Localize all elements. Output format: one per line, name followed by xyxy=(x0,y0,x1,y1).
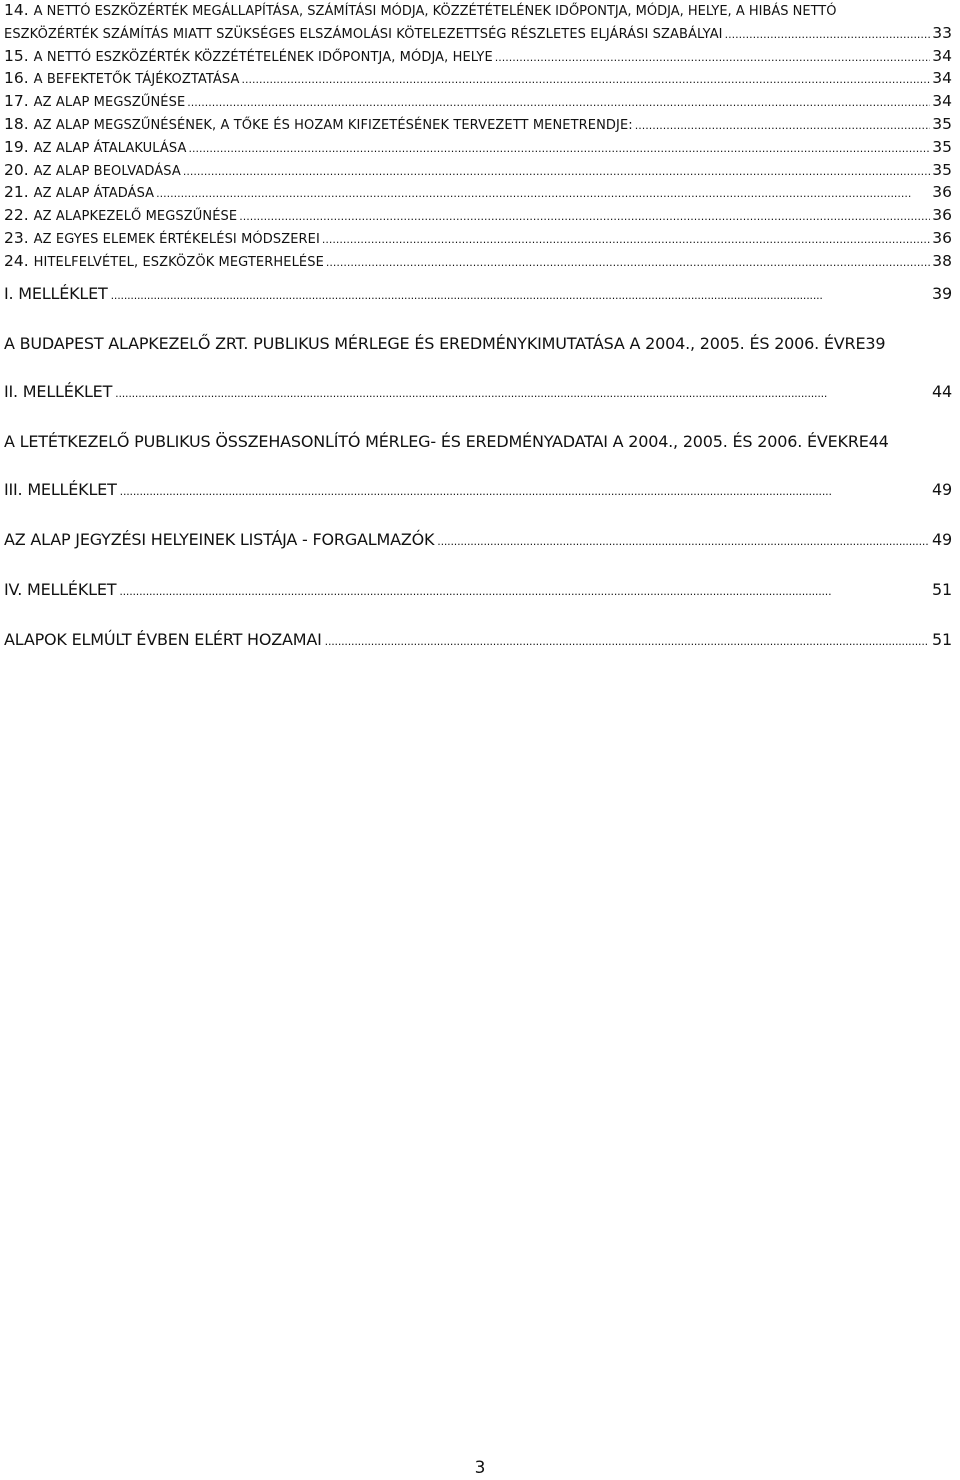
toc-entry-number: 17. xyxy=(4,92,29,111)
toc-entry-title: A NETTÓ ESZKÖZÉRTÉK KÖZZÉTÉTELÉNEK IDŐPONTJA, MÓDJA, HELYE xyxy=(33,49,493,65)
annex-entry-1-title[interactable] xyxy=(4,333,952,355)
annex-page: 44 xyxy=(932,381,952,401)
toc-entry-page: 36 xyxy=(932,228,952,247)
annex-page: 49 xyxy=(932,529,952,549)
annex-entry-3-title[interactable] xyxy=(4,529,952,553)
toc-entry-title: AZ ALAP BEOLVADÁSA xyxy=(33,163,181,179)
annex-title: A LETÉTKEZELŐ PUBLIKUS ÖSSZEHASONLÍTÓ MÉRLEG- ÉS EREDMÉNYADATAI A 2004., 2005. ÉS 2006. ÉVEKRE xyxy=(4,431,869,451)
toc-entry-number: 23. xyxy=(4,228,29,247)
toc-entry-number: 15. xyxy=(4,46,29,65)
toc-entry-17[interactable] xyxy=(4,91,952,114)
annex-entry-4-title[interactable] xyxy=(4,629,952,653)
toc-entry-number: 19. xyxy=(4,137,29,156)
page-number: 3 xyxy=(474,1458,486,1478)
annex-entry-2-title[interactable] xyxy=(4,431,952,453)
toc-entry-title: AZ ALAP MEGSZŰNÉSÉNEK, A TŐKE ÉS HOZAM KIFIZETÉSÉNEK TERVEZETT MENETRENDJE: xyxy=(33,117,633,133)
toc-entry-15[interactable] xyxy=(4,46,952,69)
toc-entry-number: 21. xyxy=(4,183,29,202)
toc-entry-24[interactable] xyxy=(4,251,952,274)
annex-title: II. MELLÉKLET xyxy=(4,381,113,401)
toc-entry-page: 36 xyxy=(932,183,952,202)
toc-entry-title: AZ ALAP ÁTALAKULÁSA xyxy=(33,140,187,156)
dot-leader xyxy=(188,137,930,160)
annex-title: A BUDAPEST ALAPKEZELŐ ZRT. PUBLIKUS MÉRLEGE ÉS EREDMÉNYKIMUTATÁSA A 2004., 2005. ÉS 2006. ÉVRE xyxy=(4,333,866,353)
toc-entry-title: HITELFELVÉTEL, ESZKÖZÖK MEGTERHELÉSE xyxy=(33,254,324,270)
toc-entry-number: 24. xyxy=(4,251,29,270)
toc-entry-page: 34 xyxy=(932,46,952,65)
annex-page: 39 xyxy=(865,333,886,353)
toc-entry-number: 20. xyxy=(4,160,29,179)
toc-entry-page: 35 xyxy=(932,137,952,156)
dot-leader xyxy=(156,182,930,205)
toc-entry-number: 18. xyxy=(4,114,29,133)
dot-leader xyxy=(111,283,929,307)
annex-entry-1[interactable] xyxy=(4,283,952,307)
toc-entry-23[interactable] xyxy=(4,228,952,251)
toc-entry-18[interactable] xyxy=(4,114,952,137)
toc-entry-14[interactable] xyxy=(4,0,952,46)
dot-leader xyxy=(725,23,931,46)
toc-entry-number: 14. xyxy=(4,1,29,19)
toc-entry-title: AZ ALAP ÁTADÁSA xyxy=(33,186,155,202)
toc-entry-page: 36 xyxy=(932,206,952,225)
dot-leader xyxy=(183,160,930,183)
annex-page: 51 xyxy=(932,629,952,649)
dot-leader xyxy=(239,205,930,228)
annex-page: 44 xyxy=(868,431,889,451)
dot-leader xyxy=(241,68,930,91)
dot-leader xyxy=(495,46,930,69)
toc-entry-title: A BEFEKTETŐK TÁJÉKOZTATÁSA xyxy=(33,72,240,88)
annex-title: IV. MELLÉKLET xyxy=(4,579,117,599)
toc-entry-page: 34 xyxy=(932,69,952,88)
toc-entry-22[interactable] xyxy=(4,205,952,228)
toc-entry-title: A NETTÓ ESZKÖZÉRTÉK MEGÁLLAPÍTÁSA, SZÁMÍTÁSI MÓDJA, KÖZZÉTÉTELÉNEK IDŐPONTJA, MÓDJA, HELYE, A HIBÁS NETTÓ xyxy=(33,4,837,19)
dot-leader xyxy=(437,529,929,553)
toc-entry-19[interactable] xyxy=(4,137,952,160)
toc-entry-page: 38 xyxy=(932,251,952,270)
toc-entry-number: 22. xyxy=(4,206,29,225)
annex-page: 51 xyxy=(932,579,952,599)
toc-entry-number: 16. xyxy=(4,69,29,88)
toc-entry-title: AZ ALAPKEZELŐ MEGSZŰNÉSE xyxy=(33,209,238,225)
toc-entry-title: AZ ALAP MEGSZŰNÉSE xyxy=(33,95,186,111)
annex-entry-4[interactable] xyxy=(4,579,952,603)
annex-entry-2[interactable] xyxy=(4,381,952,405)
toc-entry-page: 34 xyxy=(932,92,952,111)
dot-leader xyxy=(187,91,930,114)
dot-leader xyxy=(119,579,929,603)
dot-leader xyxy=(322,228,930,251)
toc-entry-title: AZ EGYES ELEMEK ÉRTÉKELÉSI MÓDSZEREI xyxy=(33,231,320,247)
dot-leader xyxy=(120,479,929,503)
dot-leader xyxy=(115,381,929,405)
dot-leader xyxy=(635,114,931,137)
toc-entry-16[interactable] xyxy=(4,68,952,91)
table-of-contents xyxy=(4,0,952,653)
annex-page: 39 xyxy=(932,283,952,303)
toc-entry-21[interactable] xyxy=(4,182,952,205)
annex-title: III. MELLÉKLET xyxy=(4,479,117,499)
toc-entry-page: 35 xyxy=(932,160,952,179)
dot-leader xyxy=(326,251,930,274)
annex-title: I. MELLÉKLET xyxy=(4,283,108,303)
toc-entry-20[interactable] xyxy=(4,160,952,183)
dot-leader xyxy=(325,629,929,653)
toc-entry-page: 33 xyxy=(932,23,952,42)
annex-entry-3[interactable] xyxy=(4,479,952,503)
annex-title: ALAPOK ELMÚLT ÉVBEN ELÉRT HOZAMAI xyxy=(4,629,322,649)
annex-title: AZ ALAP JEGYZÉSI HELYEINEK LISTÁJA - FORGALMAZÓK xyxy=(4,529,435,549)
toc-entry-title-continued: ESZKÖZÉRTÉK SZÁMÍTÁS MIATT SZÜKSÉGES ELSZÁMOLÁSI KÖTELEZETTSÉG RÉSZLETES ELJÁRÁSI SZABÁLYAI xyxy=(4,26,723,42)
toc-entry-page: 35 xyxy=(932,114,952,133)
annex-page: 49 xyxy=(932,479,952,499)
